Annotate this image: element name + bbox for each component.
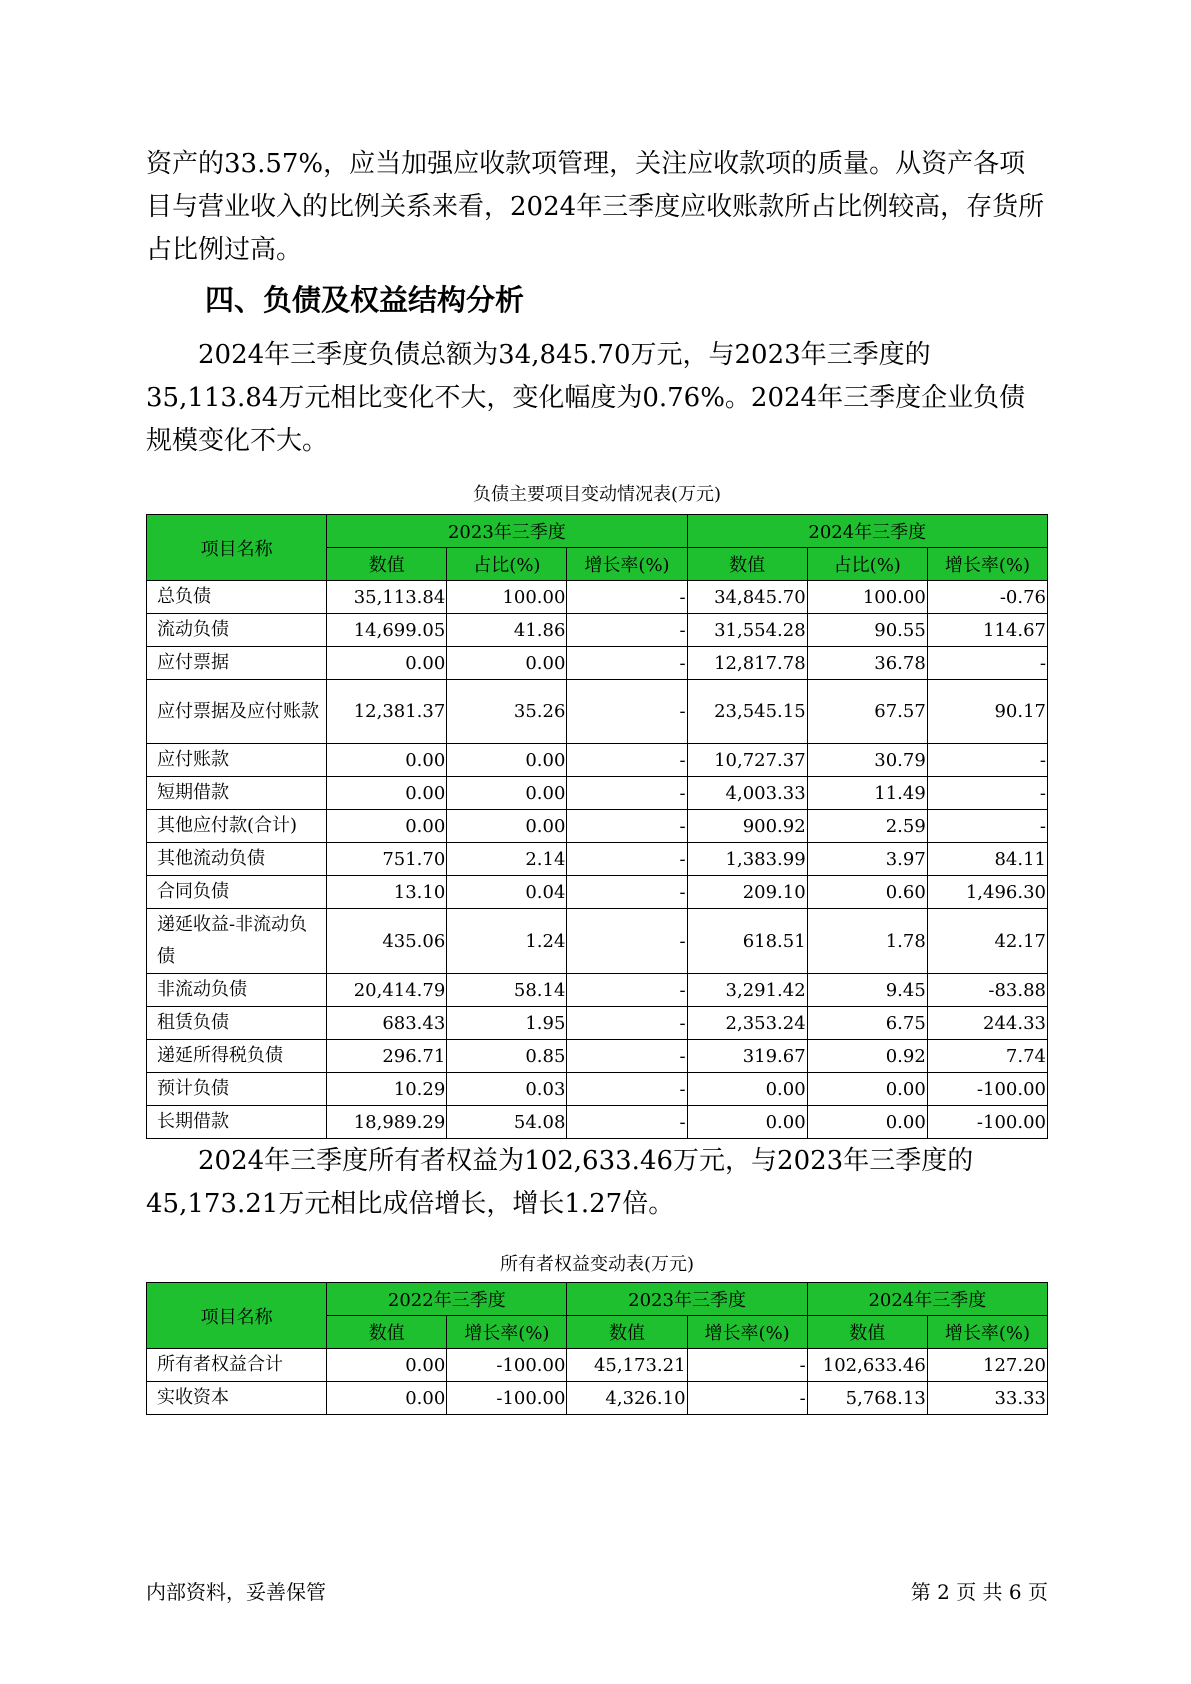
table-cell: 6.75 [807,1007,927,1040]
table-cell: 30.79 [807,744,927,777]
table-cell: 23,545.15 [687,680,807,744]
table-cell: 0.00 [327,810,447,843]
table-cell: 0.60 [807,876,927,909]
table-cell: 0.00 [807,1106,927,1139]
column-header: 增长率(%) [927,548,1047,581]
equity-table-caption: 所有者权益变动表(万元) [499,1254,695,1275]
table-row [147,1040,1048,1073]
table-cell: 54.08 [447,1106,567,1139]
column-header-item-name: 项目名称 [147,515,327,581]
row-label: 合同负债 [147,876,327,909]
table-cell: - [567,777,687,810]
row-label: 流动负债 [147,614,327,647]
table-row [147,1106,1048,1139]
liability-paragraph: 2024年三季度负债总额为34,845.70万元，与2023年三季度的35,113.84万元相比变化不大，变化幅度为0.76%。2024年三季度企业负债规模变化不大。 [146,340,1026,456]
table-cell: 0.00 [327,744,447,777]
liability-table [146,514,1048,1139]
row-label: 递延所得税负债 [147,1040,327,1073]
table-cell: - [567,744,687,777]
table-row [147,1382,1048,1415]
table-cell: -100.00 [927,1106,1047,1139]
table-cell: - [567,810,687,843]
column-header: 数值 [567,1316,687,1349]
table-cell: 0.92 [807,1040,927,1073]
table-cell: -0.76 [927,581,1047,614]
table-cell: -100.00 [447,1382,567,1415]
table-cell: - [567,614,687,647]
table-cell: 90.17 [927,680,1047,744]
table-cell: - [927,744,1047,777]
column-header: 数值 [327,548,447,581]
table-row [147,1073,1048,1106]
equity-paragraph: 2024年三季度所有者权益为102,633.46万元，与2023年三季度的45,173.21万元相比成倍增长，增长1.27倍。 [146,1146,974,1219]
table-cell: 14,699.05 [327,614,447,647]
table-cell: - [567,1040,687,1073]
table-cell: 36.78 [807,647,927,680]
table-cell: 1,383.99 [687,843,807,876]
table-cell: 0.00 [327,647,447,680]
section-heading: 四、负债及权益结构分析 [205,283,525,317]
table-cell: - [687,1382,807,1415]
table-cell: - [927,647,1047,680]
table-cell: 100.00 [807,581,927,614]
table-cell: 0.04 [447,876,567,909]
table-cell: 33.33 [927,1382,1047,1415]
row-label: 总负债 [147,581,327,614]
table-cell: 1.78 [807,909,927,974]
period-header: 2024年三季度 [687,515,1047,548]
column-header-item-name: 项目名称 [147,1283,327,1349]
table-cell: 10,727.37 [687,744,807,777]
table-cell: 13.10 [327,876,447,909]
table-cell: - [567,876,687,909]
table-cell: - [567,974,687,1007]
table-cell: 102,633.46 [807,1349,927,1382]
table-cell: - [567,647,687,680]
table-row [147,1007,1048,1040]
table-cell: 900.92 [687,810,807,843]
equity-table [146,1282,1048,1415]
row-label: 其他应付款(合计) [147,810,327,843]
table-cell: 244.33 [927,1007,1047,1040]
table-cell: - [567,909,687,974]
table-cell: 18,989.29 [327,1106,447,1139]
footer-note: 内部资料，妥善保管 [146,1580,326,1604]
column-header: 数值 [327,1316,447,1349]
table-row [147,974,1048,1007]
table-cell: 3,291.42 [687,974,807,1007]
table-row [147,843,1048,876]
table-cell: 0.00 [687,1073,807,1106]
table-row [147,647,1048,680]
table-cell: 90.55 [807,614,927,647]
table-cell: - [567,1106,687,1139]
table-cell: 0.00 [447,777,567,810]
table-cell: 100.00 [447,581,567,614]
table-cell: -100.00 [447,1349,567,1382]
row-label: 短期借款 [147,777,327,810]
table-cell: - [567,1007,687,1040]
table-cell: 114.67 [927,614,1047,647]
table-cell: 0.00 [327,1382,447,1415]
table-cell: -83.88 [927,974,1047,1007]
period-header: 2023年三季度 [327,515,687,548]
table-cell: 45,173.21 [567,1349,687,1382]
row-label: 其他流动负债 [147,843,327,876]
table-cell: 7.74 [927,1040,1047,1073]
table-cell: 0.00 [327,1349,447,1382]
row-label: 递延收益-非流动负债 [147,909,327,974]
table-cell: 1,496.30 [927,876,1047,909]
column-header: 数值 [807,1316,927,1349]
table-cell: 435.06 [327,909,447,974]
table-cell: 319.67 [687,1040,807,1073]
table-row [147,777,1048,810]
column-header: 占比(%) [807,548,927,581]
table-cell: 4,326.10 [567,1382,687,1415]
table-cell: 209.10 [687,876,807,909]
column-header: 占比(%) [447,548,567,581]
column-header: 增长率(%) [567,548,687,581]
table-cell: 41.86 [447,614,567,647]
table-cell: 58.14 [447,974,567,1007]
table-cell: 2.14 [447,843,567,876]
table-cell: 0.00 [447,810,567,843]
table-cell: 35.26 [447,680,567,744]
row-label: 所有者权益合计 [147,1349,327,1382]
table-cell: 31,554.28 [687,614,807,647]
row-label: 实收资本 [147,1382,327,1415]
row-label: 应付票据及应付账款 [147,680,327,744]
table-cell: 84.11 [927,843,1047,876]
table-cell: 296.71 [327,1040,447,1073]
table-cell: 0.00 [327,777,447,810]
table-cell: 0.00 [687,1106,807,1139]
table-row [147,614,1048,647]
table-cell: 3.97 [807,843,927,876]
table-cell: 2.59 [807,810,927,843]
table-cell: - [567,1073,687,1106]
table-row [147,744,1048,777]
row-label: 应付票据 [147,647,327,680]
table-row [147,876,1048,909]
table-cell: -100.00 [927,1073,1047,1106]
table-cell: 67.57 [807,680,927,744]
liability-table-caption: 负债主要项目变动情况表(万元) [472,484,722,505]
table-cell: 0.85 [447,1040,567,1073]
column-header: 增长率(%) [687,1316,807,1349]
table-row [147,680,1048,744]
table-cell: 0.00 [807,1073,927,1106]
table-cell: 1.24 [447,909,567,974]
table-row [147,909,1048,974]
table-cell: 34,845.70 [687,581,807,614]
table-cell: 127.20 [927,1349,1047,1382]
period-header: 2023年三季度 [567,1283,807,1316]
page-number: 第 2 页 共 6 页 [910,1580,1048,1604]
row-label: 非流动负债 [147,974,327,1007]
table-cell: 751.70 [327,843,447,876]
table-cell: - [567,581,687,614]
table-row [147,1349,1048,1382]
table-cell: 0.03 [447,1073,567,1106]
table-cell: 11.49 [807,777,927,810]
table-cell: - [567,843,687,876]
table-cell: 1.95 [447,1007,567,1040]
table-cell: 0.00 [447,744,567,777]
row-label: 预计负债 [147,1073,327,1106]
table-cell: 683.43 [327,1007,447,1040]
table-cell: 12,381.37 [327,680,447,744]
table-row [147,810,1048,843]
period-header: 2024年三季度 [807,1283,1047,1316]
row-label: 应付账款 [147,744,327,777]
column-header: 增长率(%) [447,1316,567,1349]
table-cell: 20,414.79 [327,974,447,1007]
column-header: 数值 [687,548,807,581]
intro-paragraph: 资产的33.57%，应当加强应收款项管理，关注应收款项的质量。从资产各项目与营业收入的比例关系来看，2024年三季度应收账款所占比例较高，存货所占比例过高。 [146,149,1045,265]
table-cell: 35,113.84 [327,581,447,614]
table-row [147,581,1048,614]
table-cell: 618.51 [687,909,807,974]
row-label: 长期借款 [147,1106,327,1139]
table-cell: 5,768.13 [807,1382,927,1415]
table-cell: - [687,1349,807,1382]
table-cell: - [927,777,1047,810]
table-cell: 4,003.33 [687,777,807,810]
table-cell: 12,817.78 [687,647,807,680]
table-cell: - [927,810,1047,843]
table-cell: 10.29 [327,1073,447,1106]
column-header: 增长率(%) [927,1316,1047,1349]
table-cell: 9.45 [807,974,927,1007]
table-cell: 0.00 [447,647,567,680]
table-cell: 42.17 [927,909,1047,974]
table-cell: - [567,680,687,744]
period-header: 2022年三季度 [327,1283,567,1316]
row-label: 租赁负债 [147,1007,327,1040]
table-cell: 2,353.24 [687,1007,807,1040]
